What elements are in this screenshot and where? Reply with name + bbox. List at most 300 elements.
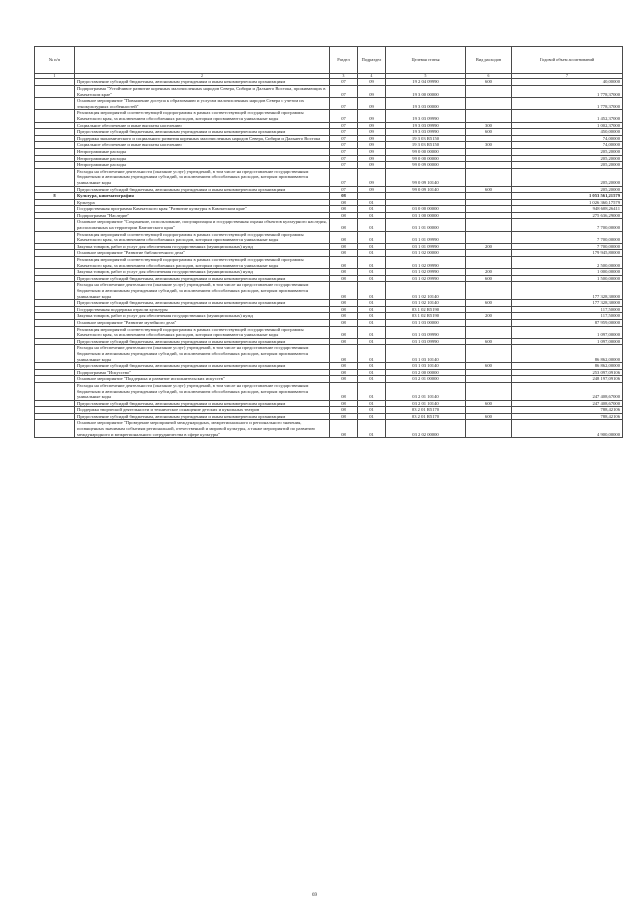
row-name: Закупка товаров, работ и услуг для обеспечения государственных (муниципальных) нужд	[75, 313, 330, 320]
row-number	[35, 257, 75, 269]
row-expense-type	[466, 319, 512, 326]
row-expense-type	[466, 212, 512, 219]
row-number	[35, 168, 75, 186]
row-target-code	[386, 199, 466, 206]
row-amount: 74,00000	[512, 142, 623, 149]
row-podrazdel: 01	[358, 420, 386, 438]
row-podrazdel: 09	[358, 148, 386, 155]
row-target-code: 03 1 02 R5190	[386, 306, 466, 313]
row-amount: 7 700,00000	[512, 219, 623, 231]
row-name: Предоставление субсидий бюджетным, автономным учреждениям и иным некоммерческим организациям	[75, 363, 330, 370]
budget-table	[34, 46, 623, 438]
row-name: Предоставление субсидий бюджетным, автономным учреждениям и иным некоммерческим организациям	[75, 79, 330, 86]
row-razdel: 08	[330, 413, 358, 420]
row-target-code: 19 3 03 09990	[386, 129, 466, 136]
table-row	[35, 98, 623, 110]
row-amount: 205,20000	[512, 186, 623, 193]
row-target-code: 03 1 02 00000	[386, 250, 466, 257]
row-razdel: 07	[330, 135, 358, 142]
row-amount: 86 862,00000	[512, 363, 623, 370]
row-target-code: 03 1 03 10140	[386, 345, 466, 363]
row-name: Культура	[75, 199, 330, 206]
row-expense-type: 600	[466, 129, 512, 136]
row-name: Поддержка экономического и социального развития коренных малочисленных народов Севера, Сибири и Дальнего Востока	[75, 135, 330, 142]
table-row	[35, 243, 623, 250]
row-number	[35, 363, 75, 370]
row-expense-type	[466, 155, 512, 162]
row-number	[35, 86, 75, 98]
header-target: Целевая статья	[386, 47, 466, 74]
row-razdel: 07	[330, 168, 358, 186]
table-row	[35, 269, 623, 276]
row-expense-type: 600	[466, 300, 512, 307]
row-number	[35, 162, 75, 169]
table-row	[35, 369, 623, 376]
row-podrazdel: 01	[358, 243, 386, 250]
row-amount: 247 408,67000	[512, 400, 623, 407]
row-amount: 179 945,80000	[512, 250, 623, 257]
row-podrazdel: 01	[358, 376, 386, 383]
row-podrazdel: 09	[358, 86, 386, 98]
row-number	[35, 319, 75, 326]
table-row	[35, 400, 623, 407]
row-podrazdel: 01	[358, 382, 386, 400]
table-row	[35, 363, 623, 370]
row-name: Социальное обеспечение и иные выплаты населению	[75, 122, 330, 129]
row-expense-type: 600	[466, 79, 512, 86]
table-row	[35, 110, 623, 122]
row-expense-type	[466, 420, 512, 438]
row-amount: 87 959,00000	[512, 319, 623, 326]
row-razdel: 08	[330, 212, 358, 219]
row-amount: 7 700,00000	[512, 231, 623, 243]
row-expense-type	[466, 206, 512, 213]
row-target-code: 03 1 03 10140	[386, 363, 466, 370]
table-row	[35, 275, 623, 282]
row-expense-type	[466, 407, 512, 414]
row-name: Основное мероприятие "Проведение мероприятий международных, межрегионального и регионального значения, посвященных значимым событиям региональной, отечественной и мировой культуры, а также мероприятий по развитию международного и межрегионального сотрудничества в сфере культуры"	[75, 420, 330, 438]
row-target-code: 03 1 02 09990	[386, 275, 466, 282]
row-target-code: 03 2 01 R5170	[386, 407, 466, 414]
col-number: 7	[512, 74, 623, 79]
row-name: Непрограммные расходы	[75, 148, 330, 155]
row-name: Реализация мероприятий соответствующей подпрограммы в рамках соответствующей государственной программы Камчатского края, за исключением обособленных расходов, которым присваиваются уникальные коды	[75, 257, 330, 269]
col-number: 3	[330, 74, 358, 79]
header-amount: Годовой объем ассигнований	[512, 47, 623, 74]
table-body	[35, 79, 623, 438]
row-razdel: 08	[330, 306, 358, 313]
row-target-code: 03 0 00 00000	[386, 206, 466, 213]
col-number: 5	[386, 74, 466, 79]
row-name: Предоставление субсидий бюджетным, автономным учреждениям и иным некоммерческим организациям	[75, 400, 330, 407]
row-number	[35, 250, 75, 257]
row-amount: 86 862,00000	[512, 345, 623, 363]
row-target-code: 99 0 09 10140	[386, 168, 466, 186]
row-razdel: 07	[330, 86, 358, 98]
row-razdel: 08	[330, 338, 358, 345]
row-number: 8	[35, 193, 75, 200]
row-podrazdel: 01	[358, 363, 386, 370]
row-podrazdel: 09	[358, 186, 386, 193]
header-name	[75, 47, 330, 74]
row-number	[35, 186, 75, 193]
row-amount: 4 900,00000	[512, 420, 623, 438]
row-number	[35, 326, 75, 338]
row-razdel: 08	[330, 319, 358, 326]
row-podrazdel: 09	[358, 168, 386, 186]
row-razdel: 08	[330, 376, 358, 383]
row-amount: 450,00000	[512, 129, 623, 136]
row-target-code: 03 1 02 10140	[386, 300, 466, 307]
table-row	[35, 231, 623, 243]
row-expense-type: 600	[466, 413, 512, 420]
row-amount: 1 778,37000	[512, 98, 623, 110]
table-row	[35, 142, 623, 149]
row-expense-type	[466, 257, 512, 269]
row-razdel: 08	[330, 275, 358, 282]
row-amount: 1 097,00000	[512, 338, 623, 345]
row-podrazdel: 01	[358, 275, 386, 282]
row-expense-type: 300	[466, 142, 512, 149]
row-amount: 1 053 561,21579	[512, 193, 623, 200]
row-target-code: 19 3 03 09990	[386, 122, 466, 129]
row-expense-type	[466, 345, 512, 363]
row-target-code: 19 2 04 09990	[386, 79, 466, 86]
table-row	[35, 206, 623, 213]
row-razdel: 08	[330, 300, 358, 307]
row-expense-type	[466, 199, 512, 206]
row-podrazdel: 01	[358, 282, 386, 300]
row-amount: 1 452,37000	[512, 110, 623, 122]
row-target-code: 03 2 01 10140	[386, 400, 466, 407]
row-podrazdel: 09	[358, 135, 386, 142]
row-expense-type: 600	[466, 400, 512, 407]
row-number	[35, 206, 75, 213]
row-name: Непрограммные расходы	[75, 162, 330, 169]
row-amount: 948 608,26411	[512, 206, 623, 213]
row-target-code: 03 1 01 00000	[386, 219, 466, 231]
row-razdel: 08	[330, 369, 358, 376]
row-razdel: 07	[330, 129, 358, 136]
row-podrazdel	[358, 193, 386, 200]
row-razdel: 08	[330, 400, 358, 407]
table-row	[35, 168, 623, 186]
row-razdel: 08	[330, 363, 358, 370]
row-name: Реализация мероприятий соответствующей подпрограммы в рамках соответствующей государственной программы Камчатского края, за исключением обособленных расходов, которым присваиваются уникальные коды	[75, 110, 330, 122]
row-name: Закупка товаров, работ и услуг для обеспечения государственных (муниципальных) нужд	[75, 269, 330, 276]
table-row	[35, 306, 623, 313]
row-razdel: 07	[330, 79, 358, 86]
row-podrazdel: 01	[358, 345, 386, 363]
row-expense-type	[466, 219, 512, 231]
table-row	[35, 376, 623, 383]
row-razdel: 08	[330, 206, 358, 213]
row-podrazdel: 01	[358, 413, 386, 420]
row-amount: 1 097,00000	[512, 326, 623, 338]
row-expense-type	[466, 369, 512, 376]
row-target-code: 99 0 09 00000	[386, 162, 466, 169]
row-name: Расходы на обеспечение деятельности (оказание услуг) учреждений, в том числе на предоставление государственным бюджетным и автономным учреждениям субсидий, за исключением обособленных расходов, которым присваиваются уникальные коды	[75, 282, 330, 300]
row-podrazdel: 09	[358, 155, 386, 162]
row-number	[35, 407, 75, 414]
row-amount: 253 097,09106	[512, 369, 623, 376]
row-target-code: 03 1 02 09990	[386, 257, 466, 269]
row-name: Основное мероприятие "Поддержка и развитие исполнительских искусств"	[75, 376, 330, 383]
row-name: Предоставление субсидий бюджетным, автономным учреждениям и иным некоммерческим организациям	[75, 338, 330, 345]
row-razdel: 08	[330, 257, 358, 269]
row-razdel: 07	[330, 110, 358, 122]
table-row	[35, 199, 623, 206]
row-razdel: 08	[330, 193, 358, 200]
row-expense-type	[466, 98, 512, 110]
row-razdel: 07	[330, 186, 358, 193]
row-amount: 248 197,09106	[512, 376, 623, 383]
row-razdel: 08	[330, 199, 358, 206]
row-name: Расходы на обеспечение деятельности (оказание услуг) учреждений, в том числе на предоставление государственным бюджетным и автономным учреждениям субсидий, за исключением обособленных расходов, которым присваиваются уникальные коды	[75, 168, 330, 186]
row-target-code: 03 1 02 10140	[386, 282, 466, 300]
row-expense-type	[466, 168, 512, 186]
row-target-code: 03 1 03 09990	[386, 338, 466, 345]
row-target-code: 19 3 03 R5150	[386, 135, 466, 142]
row-podrazdel: 01	[358, 306, 386, 313]
row-name: Основное мероприятие "Повышение доступа к образованию и услугам малочисленных народов Севера с учетом их этнокультурных особенностей"	[75, 98, 330, 110]
row-podrazdel: 01	[358, 407, 386, 414]
row-number	[35, 142, 75, 149]
row-razdel: 08	[330, 420, 358, 438]
row-amount: 205,20000	[512, 162, 623, 169]
table-row	[35, 86, 623, 98]
row-number	[35, 199, 75, 206]
row-podrazdel: 01	[358, 269, 386, 276]
row-expense-type	[466, 110, 512, 122]
row-name: Предоставление субсидий бюджетным, автономным учреждениям и иным некоммерческим организациям	[75, 275, 330, 282]
table-row	[35, 250, 623, 257]
row-name: Подпрограмма "Наследие"	[75, 212, 330, 219]
row-expense-type: 200	[466, 313, 512, 320]
col-number: 2	[75, 74, 330, 79]
row-amount: 2 500,00000	[512, 257, 623, 269]
row-expense-type	[466, 162, 512, 169]
row-amount: 275 636,29000	[512, 212, 623, 219]
row-number	[35, 338, 75, 345]
row-name: Основное мероприятие "Развитие музейного дела"	[75, 319, 330, 326]
header-expense-type: Вид расходов	[466, 47, 512, 74]
table-row	[35, 313, 623, 320]
row-target-code: 99 0 00 00000	[386, 155, 466, 162]
table-row	[35, 420, 623, 438]
row-target-code: 03 2 00 00000	[386, 369, 466, 376]
row-target-code: 03 1 02 09990	[386, 269, 466, 276]
row-target-code: 03 2 01 00000	[386, 376, 466, 383]
header-num: № п/п	[35, 47, 75, 74]
row-amount: 247 408,67000	[512, 382, 623, 400]
row-target-code: 03 1 01 09990	[386, 243, 466, 250]
row-razdel: 08	[330, 243, 358, 250]
row-amount: 205,20000	[512, 148, 623, 155]
row-razdel: 08	[330, 345, 358, 363]
row-razdel: 08	[330, 382, 358, 400]
row-name: Реализация мероприятий соответствующей подпрограммы в рамках соответствующей государственной программы Камчатского края, за исключением обособленных расходов, которым присваиваются уникальные коды	[75, 231, 330, 243]
row-expense-type	[466, 231, 512, 243]
row-podrazdel: 01	[358, 257, 386, 269]
row-name: Поддержка творческой деятельности и техническое оснащение детских и кукольных театров	[75, 407, 330, 414]
table-row	[35, 407, 623, 414]
col-number: 4	[358, 74, 386, 79]
row-number	[35, 376, 75, 383]
row-number	[35, 110, 75, 122]
row-expense-type	[466, 376, 512, 383]
table-row	[35, 338, 623, 345]
row-expense-type: 300	[466, 122, 512, 129]
table-row	[35, 155, 623, 162]
header-podrazdel: Подраздел	[358, 47, 386, 74]
row-podrazdel: 01	[358, 400, 386, 407]
row-number	[35, 382, 75, 400]
row-podrazdel: 09	[358, 122, 386, 129]
row-name: Расходы на обеспечение деятельности (оказание услуг) учреждений, в том числе на предоставление государственным бюджетным и автономным учреждениям субсидий, за исключением обособленных расходов, которым присваиваются уникальные коды	[75, 345, 330, 363]
row-number	[35, 219, 75, 231]
row-amount: 205,20000	[512, 155, 623, 162]
table-row	[35, 129, 623, 136]
row-number	[35, 345, 75, 363]
row-expense-type: 600	[466, 338, 512, 345]
row-target-code: 03 1 01 09990	[386, 231, 466, 243]
col-number: 1	[35, 74, 75, 79]
row-number	[35, 275, 75, 282]
row-amount: 1 778,37000	[512, 86, 623, 98]
row-expense-type	[466, 193, 512, 200]
row-podrazdel: 09	[358, 110, 386, 122]
row-expense-type: 600	[466, 275, 512, 282]
row-number	[35, 148, 75, 155]
row-number	[35, 129, 75, 136]
row-target-code: 99 0 00 00000	[386, 148, 466, 155]
row-podrazdel: 01	[358, 199, 386, 206]
row-razdel: 08	[330, 282, 358, 300]
row-razdel: 08	[330, 326, 358, 338]
row-expense-type	[466, 326, 512, 338]
row-target-code: 03 2 02 00000	[386, 420, 466, 438]
row-name: Реализация мероприятий соответствующей подпрограммы в рамках соответствующей государственной программы Камчатского края, за исключением обособленных расходов, которым присваиваются уникальные коды	[75, 326, 330, 338]
row-name: Предоставление субсидий бюджетным, автономным учреждениям и иным некоммерческим организациям	[75, 413, 330, 420]
table-row	[35, 122, 623, 129]
row-amount: 1 500,00000	[512, 275, 623, 282]
row-podrazdel: 01	[358, 212, 386, 219]
table-row	[35, 300, 623, 307]
row-number	[35, 420, 75, 438]
row-target-code: 03 1 02 R5190	[386, 313, 466, 320]
row-podrazdel: 01	[358, 206, 386, 213]
table-row	[35, 282, 623, 300]
table-row	[35, 193, 623, 200]
row-expense-type	[466, 148, 512, 155]
row-number	[35, 300, 75, 307]
row-target-code: 19 3 03 09990	[386, 110, 466, 122]
table-row	[35, 135, 623, 142]
row-name: Основное мероприятие "Сохранение, использование, популяризация и государственная охрана объектов культурного наследия, расположенных на территории Камчатского края"	[75, 219, 330, 231]
header-razdel: Раздел	[330, 47, 358, 74]
page-number: 69	[312, 893, 317, 898]
row-name: Подпрограмма "Устойчивое развитие коренных малочисленных народов Севера, Сибири и Дальнего Востока, проживающих в Камчатском крае"	[75, 86, 330, 98]
table-row	[35, 345, 623, 363]
row-podrazdel: 01	[358, 300, 386, 307]
row-podrazdel: 01	[358, 219, 386, 231]
row-podrazdel: 09	[358, 79, 386, 86]
row-podrazdel: 01	[358, 326, 386, 338]
row-name: Государственная программа Камчатского края "Развитие культуры в Камчатском крае"	[75, 206, 330, 213]
table-row	[35, 219, 623, 231]
table-row	[35, 326, 623, 338]
row-razdel: 07	[330, 142, 358, 149]
row-target-code: 19 3 00 00000	[386, 86, 466, 98]
row-razdel: 07	[330, 155, 358, 162]
row-podrazdel: 09	[358, 129, 386, 136]
row-target-code: 03 1 00 00000	[386, 212, 466, 219]
row-amount: 177 328,30000	[512, 300, 623, 307]
row-name: Основное мероприятие "Развитие библиотечного дела"	[75, 250, 330, 257]
row-expense-type: 600	[466, 363, 512, 370]
table-row	[35, 257, 623, 269]
row-name: Закупка товаров, работ и услуг для обеспечения государственных (муниципальных) нужд	[75, 243, 330, 250]
row-razdel: 08	[330, 269, 358, 276]
header-row	[35, 47, 623, 74]
row-expense-type	[466, 135, 512, 142]
row-name: Предоставление субсидий бюджетным, автономным учреждениям и иным некоммерческим организациям	[75, 300, 330, 307]
table-row	[35, 79, 623, 86]
row-amount: 117,50000	[512, 313, 623, 320]
row-razdel: 07	[330, 122, 358, 129]
row-razdel: 08	[330, 250, 358, 257]
row-name: Подпрограмма "Искусство"	[75, 369, 330, 376]
row-number	[35, 155, 75, 162]
row-expense-type: 200	[466, 243, 512, 250]
row-amount: 40,00000	[512, 79, 623, 86]
row-target-code: 99 0 09 10140	[386, 186, 466, 193]
row-name: Культура, кинематография	[75, 193, 330, 200]
row-amount: 1 026 360,17579	[512, 199, 623, 206]
document-sheet	[34, 46, 622, 438]
row-amount: 788,42106	[512, 407, 623, 414]
row-number	[35, 400, 75, 407]
table-row	[35, 212, 623, 219]
row-podrazdel: 01	[358, 369, 386, 376]
row-number	[35, 369, 75, 376]
row-amount: 205,20000	[512, 168, 623, 186]
row-expense-type: 600	[466, 186, 512, 193]
row-name: Предоставление субсидий бюджетным, автономным учреждениям и иным некоммерческим организациям	[75, 186, 330, 193]
row-target-code	[386, 193, 466, 200]
row-name: Социальное обеспечение и иные выплаты населению	[75, 142, 330, 149]
row-amount: 788,42106	[512, 413, 623, 420]
row-expense-type: 200	[466, 269, 512, 276]
row-amount: 177 328,30000	[512, 282, 623, 300]
row-number	[35, 243, 75, 250]
row-razdel: 07	[330, 148, 358, 155]
row-number	[35, 98, 75, 110]
row-expense-type	[466, 86, 512, 98]
row-name: Непрограммные расходы	[75, 155, 330, 162]
table-row	[35, 413, 623, 420]
row-amount: 117,50000	[512, 306, 623, 313]
col-number: 6	[466, 74, 512, 79]
row-name: Предоставление субсидий бюджетным, автономным учреждениям и иным некоммерческим организациям	[75, 129, 330, 136]
row-expense-type	[466, 306, 512, 313]
row-razdel: 07	[330, 98, 358, 110]
row-number	[35, 212, 75, 219]
row-expense-type	[466, 382, 512, 400]
row-podrazdel: 09	[358, 98, 386, 110]
row-number	[35, 231, 75, 243]
